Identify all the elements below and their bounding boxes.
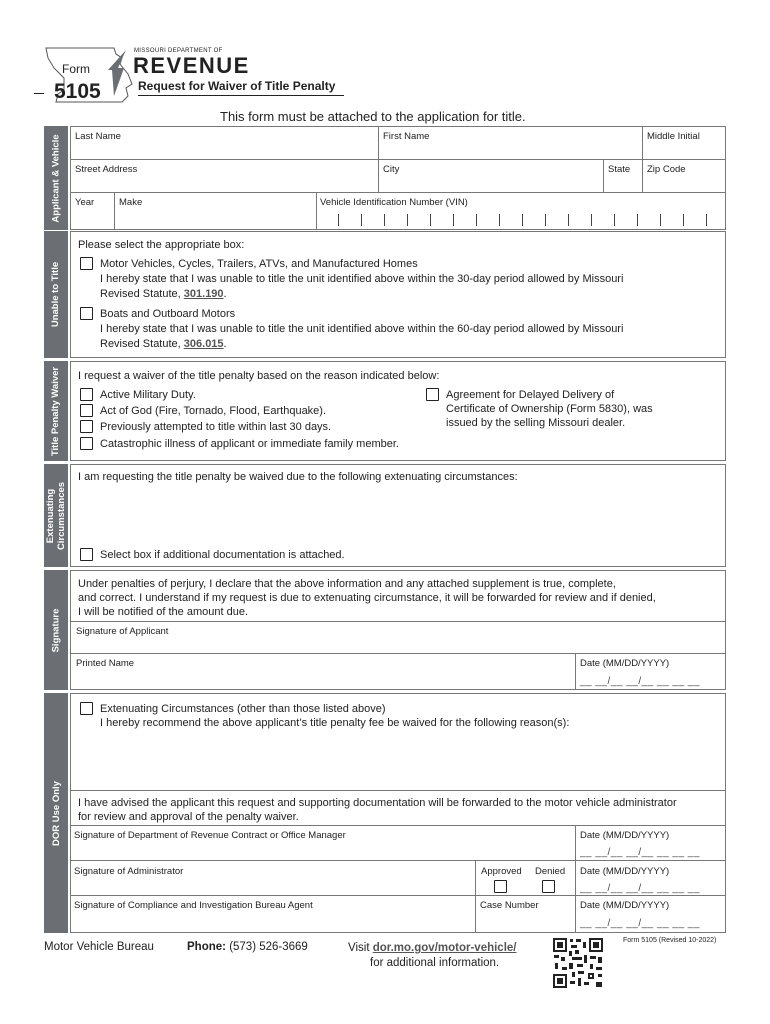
section-signature: Signature bbox=[44, 570, 68, 690]
checkbox-dor-extenuating[interactable] bbox=[80, 702, 93, 715]
opt-motor-vehicles-title: Motor Vehicles, Cycles, Trailers, ATVs, and Manufactured Homes bbox=[100, 258, 418, 270]
opt-previously-attempted: Previously attempted to title within last 30 days. bbox=[100, 421, 332, 433]
qr-code[interactable] bbox=[552, 937, 604, 989]
street-address-field[interactable]: Street Address bbox=[75, 164, 138, 175]
agent-date-field[interactable]: __ __/__ __/__ __ __ __ bbox=[580, 918, 700, 929]
opt-motor-vehicles-line1: I hereby state that I was unable to title the unit identified above within the 30-day period allowed by Missouri bbox=[100, 273, 624, 285]
checkbox-denied[interactable] bbox=[542, 880, 555, 893]
agency-line: MISSOURI DEPARTMENT OF bbox=[134, 48, 223, 54]
signature-of-applicant-field[interactable]: Signature of Applicant bbox=[76, 626, 169, 637]
section-unable-to-title: Unable to Title bbox=[44, 231, 68, 358]
opt-active-military: Active Military Duty. bbox=[100, 389, 196, 401]
checkbox-previously-attempted[interactable] bbox=[80, 420, 93, 433]
checkbox-additional-documentation[interactable] bbox=[80, 548, 93, 561]
form-number: 5105 bbox=[54, 80, 101, 103]
checkbox-motor-vehicles[interactable] bbox=[80, 257, 93, 270]
checkbox-active-military[interactable] bbox=[80, 388, 93, 401]
opt-delayed-delivery-1: Agreement for Delayed Delivery of bbox=[446, 389, 615, 401]
statute-306-015-link[interactable]: 306.015 bbox=[183, 338, 224, 350]
agent-signature-field[interactable]: Signature of Compliance and Investigation Bureau Agent bbox=[74, 900, 313, 911]
form-title: Request for Waiver of Title Penalty bbox=[138, 79, 336, 93]
dor-website-link[interactable]: dor.mo.gov/motor-vehicle/ bbox=[372, 942, 517, 954]
checkbox-approved[interactable] bbox=[494, 880, 507, 893]
zip-code-field[interactable]: Zip Code bbox=[647, 164, 686, 175]
opt-motor-vehicles-line2: Revised Statute, 301.190. bbox=[100, 288, 227, 300]
additional-documentation-label: Select box if additional documentation is attached. bbox=[100, 549, 345, 561]
last-name-field[interactable]: Last Name bbox=[75, 131, 121, 142]
agent-date-label: Date (MM/DD/YYYY) bbox=[580, 900, 670, 911]
section-title-penalty-waiver: Title Penalty Waiver bbox=[44, 361, 68, 461]
footer-bureau: Motor Vehicle Bureau bbox=[44, 941, 154, 953]
applicant-date-field[interactable]: __ __/__ __/__ __ __ __ bbox=[580, 676, 700, 687]
case-number-field[interactable]: Case Number bbox=[480, 900, 539, 911]
printed-name-field[interactable]: Printed Name bbox=[76, 658, 135, 669]
administrator-signature-field[interactable]: Signature of Administrator bbox=[74, 866, 184, 877]
state-field[interactable]: State bbox=[608, 164, 631, 175]
manager-signature-field[interactable]: Signature of Department of Revenue Contract or Office Manager bbox=[74, 830, 346, 841]
section-dor-use-only: DOR Use Only bbox=[44, 693, 68, 933]
waiver-prompt: I request a waiver of the title penalty based on the reason indicated below: bbox=[78, 370, 440, 382]
opt-delayed-delivery-2: Certificate of Ownership (Form 5830), was bbox=[446, 403, 653, 415]
manager-date-field[interactable]: __ __/__ __/__ __ __ __ bbox=[580, 847, 700, 858]
opt-delayed-delivery-3: issued by the selling Missouri dealer. bbox=[446, 417, 626, 429]
section-extenuating-circumstances: Extenuating Circumstances bbox=[44, 464, 68, 567]
statute-301-190-link[interactable]: 301.190 bbox=[183, 288, 224, 300]
revenue-logo-arrow bbox=[108, 50, 134, 96]
vin-character-ticks[interactable] bbox=[318, 214, 710, 226]
footer-phone: Phone: (573) 526-3669 bbox=[187, 941, 308, 953]
form-revision: Form 5105 (Revised 10-2022) bbox=[623, 937, 717, 944]
checkbox-delayed-delivery[interactable] bbox=[426, 388, 439, 401]
first-name-field[interactable]: First Name bbox=[383, 131, 430, 142]
dor-advised-line-2: for review and approval of the penalty waiver. bbox=[78, 811, 299, 823]
footer-visit: Visit dor.mo.gov/motor-vehicle/ bbox=[348, 942, 517, 954]
dor-advised-line-1: I have advised the applicant this request and supporting documentation will be forwarded to the motor vehicle administrator bbox=[78, 797, 677, 809]
perjury-line-1: Under penalties of perjury, I declare that the above information and any attached supplement is true, complete, bbox=[78, 578, 616, 590]
form-word: Form bbox=[62, 62, 90, 76]
checkbox-catastrophic-illness[interactable] bbox=[80, 437, 93, 450]
administrator-date-field[interactable]: __ __/__ __/__ __ __ __ bbox=[580, 883, 700, 894]
form-title-underline bbox=[138, 95, 344, 96]
denied-label: Denied bbox=[535, 866, 566, 877]
unable-prompt: Please select the appropriate box: bbox=[78, 239, 245, 251]
extenuating-prompt: I am requesting the title penalty be waived due to the following extenuating circumstances: bbox=[78, 471, 518, 483]
opt-boats-line1: I hereby state that I was unable to title the unit identified above within the 60-day period allowed by Missouri bbox=[100, 323, 624, 335]
checkbox-act-of-god[interactable] bbox=[80, 404, 93, 417]
perjury-line-3: I will be notified of the amount due. bbox=[78, 606, 248, 618]
middle-initial-field[interactable]: Middle Initial bbox=[647, 131, 700, 142]
opt-catastrophic-illness: Catastrophic illness of applicant or immediate family member. bbox=[100, 438, 399, 450]
perjury-line-2: and correct. I understand if my request is due to extenuating circumstance, it will be forwarded for review and if denied, bbox=[78, 592, 656, 604]
approved-label: Approved bbox=[481, 866, 522, 877]
vin-field[interactable]: Vehicle Identification Number (VIN) bbox=[320, 197, 468, 208]
checkbox-boats[interactable] bbox=[80, 307, 93, 320]
agency-name: REVENUE bbox=[133, 53, 250, 78]
manager-date-label: Date (MM/DD/YYYY) bbox=[580, 830, 670, 841]
dor-recommend-line: I hereby recommend the above applicant’s title penalty fee be waived for the following reason(s): bbox=[100, 717, 570, 729]
city-field[interactable]: City bbox=[383, 164, 400, 175]
form-subtitle: This form must be attached to the application for title. bbox=[220, 109, 526, 124]
opt-act-of-god: Act of God (Fire, Tornado, Flood, Earthquake). bbox=[100, 405, 327, 417]
form-number-dash bbox=[34, 93, 44, 94]
make-field[interactable]: Make bbox=[119, 197, 143, 208]
dor-extenuating-title: Extenuating Circumstances (other than those listed above) bbox=[100, 703, 386, 715]
opt-boats-line2: Revised Statute, 306.015. bbox=[100, 338, 227, 350]
year-field[interactable]: Year bbox=[75, 197, 95, 208]
administrator-date-label: Date (MM/DD/YYYY) bbox=[580, 866, 670, 877]
applicant-date-label: Date (MM/DD/YYYY) bbox=[580, 658, 670, 669]
section-applicant-vehicle: Applicant & Vehicle bbox=[44, 126, 68, 230]
opt-boats-title: Boats and Outboard Motors bbox=[100, 308, 236, 320]
footer-more-info: for additional information. bbox=[370, 957, 500, 969]
